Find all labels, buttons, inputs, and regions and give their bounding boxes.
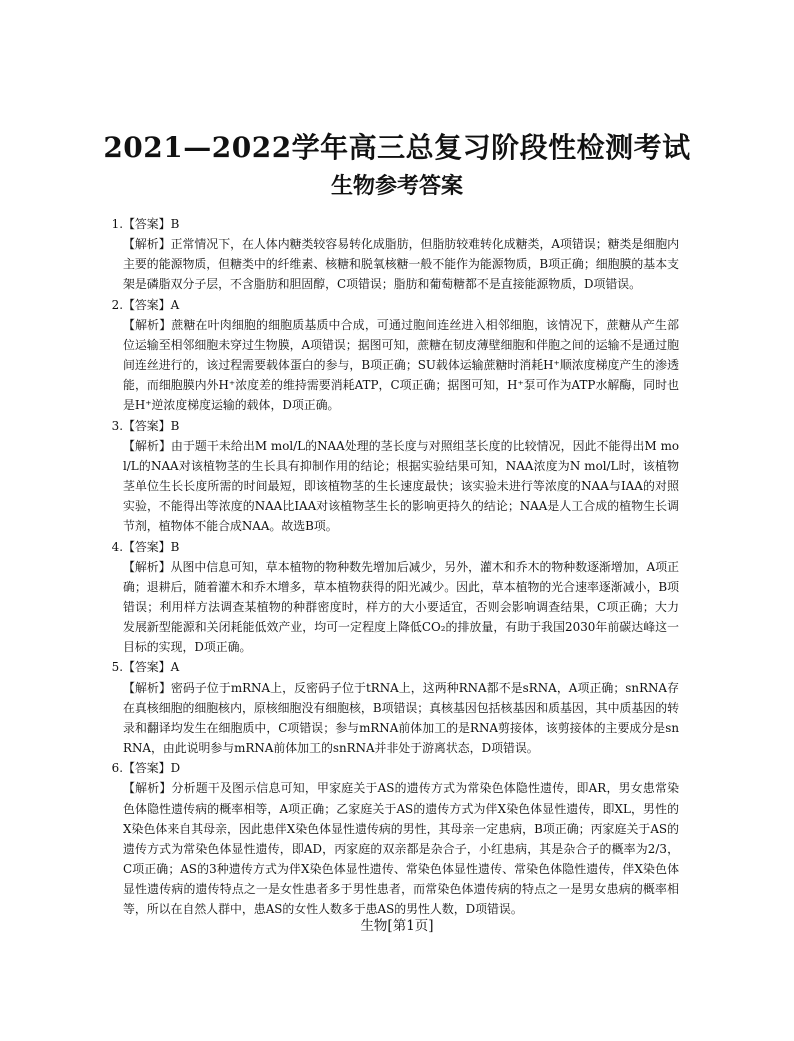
explanation-2: 【解析】蔗糖在叶肉细胞的细胞质基质中合成，可通过胞间连丝进入相邻细胞，该情况下，蔗糖从产生部位运输至相邻细胞未穿过生物膜，A项错误；据图可知，蔗糖在韧皮薄壁细胞和伴胞之间的运输不是通过胞间连丝进行的，该过程需要载体蛋白的参与，B项正确；SU载体运输蔗糖时消耗H⁺顺浓度梯度产生的渗透能，而细胞膜内外H⁺浓度差的维持需要消耗ATP，C项正确；据图可知，H⁺泵可作为ATP水解酶，同时也是H⁺逆浓度梯度运输的载体，D项正确。 (123, 317, 679, 413)
question-number-5: 5. (111, 660, 123, 675)
answer-line-5 (111, 657, 679, 677)
answer-label-4: 【答案】B (123, 539, 180, 554)
question-number-6: 6. (111, 761, 123, 776)
answer-list (111, 214, 679, 919)
question-item-5 (111, 657, 679, 758)
answer-line-1 (111, 214, 679, 234)
explanation-4: 【解析】从图中信息可知，草本植物的物种数先增加后减少，另外，灌木和乔木的物种数逐渐增加，A项正确；退耕后，随着灌木和乔木增多，草本植物获得的阳光减少。因此，草本植物的光合速率逐渐减小，B项错误；利用样方法调查某植物的种群密度时，样方的大小要适宜，否则会影响调查结果，C项正确；大力发展新型能源和关闭耗能低效产业，均可一定程度上降低CO₂的排放量，有助于我国2030年前碳达峰这一目标的实现，D项正确。 (123, 559, 679, 655)
question-item-4 (111, 537, 679, 658)
answer-label-6: 【答案】D (123, 761, 181, 776)
answer-label-2: 【答案】A (123, 297, 180, 312)
question-number-1: 1. (111, 217, 123, 231)
explanation-6: 【解析】分析题干及图示信息可知，甲家庭关于AS的遗传方式为常染色体隐性遗传，即AR，男女患常染色体隐性遗传病的概率相等，A项正确；乙家庭关于AS的遗传方式为伴X染色体显性遗传，即XL，男性的X染色体来自其母亲，因此患伴X染色体显性遗传病的男性，其母亲一定患病，B项正确；丙家庭关于AS的遗传方式为常染色体显性遗传，即AD，丙家庭的双亲都是杂合子，小红患病，其是杂合子的概率为2/3，C项正确；AS的3种遗传方式为伴X染色体显性遗传、常染色体显性遗传、常染色体隐性遗传，伴X染色体显性遗传病的遗传特点之一是女性患者多于男性患者，而常染色体遗传病的特点之一是男女患病的概率相等，所以在自然人群中，患AS的女性人数多于患AS的男性人数，D项错误。 (123, 781, 679, 917)
answer-line-6 (111, 758, 679, 778)
page-footer: 生物[第1页] (360, 918, 434, 934)
answer-line-3 (111, 416, 679, 436)
explanation-3: 【解析】由于题干未给出M mol/L的NAA处理的茎长度与对照组茎长度的比较情况，因此不能得出M mol/L的NAA对该植物茎的生长具有抑制作用的结论；根据实验结果可知，NAA浓度为N mol/L时，该植物茎单位生长长度所需的时间最短，即该植物茎的生长速度最快；该实验未进行等浓度的NAA与IAA的对照实验，不能得出等浓度的NAA比IAA对该植物茎生长的影响更持久的结论；NAA是人工合成的植物生长调节剂，植物体不能合成NAA。故选B项。 (123, 438, 679, 534)
answer-label-1: 【答案】B (123, 217, 180, 231)
question-number-4: 4. (111, 539, 123, 554)
answer-line-2 (111, 295, 679, 315)
question-item-6 (111, 758, 679, 919)
answer-label-5: 【答案】A (123, 660, 180, 675)
answer-line-4 (111, 537, 679, 557)
question-number-2: 2. (111, 297, 123, 312)
explanation-1: 【解析】正常情况下，在人体内糖类较容易转化成脂肪，但脂肪较难转化成糖类，A项错误；糖类是细胞内主要的能源物质，但糖类中的纤维素、核糖和脱氧核糖一般不能作为能源物质，B项正确；细胞膜的基本支架是磷脂双分子层，不含脂肪和胆固醇，C项错误；脂肪和葡萄糖都不是直接能源物质，D项错误。 (123, 237, 679, 292)
question-item-1 (111, 214, 679, 295)
question-number-3: 3. (111, 418, 123, 433)
question-item-2 (111, 295, 679, 416)
question-item-3 (111, 416, 679, 537)
document-title: 2021—2022学年高三总复习阶段性检测考试 (103, 131, 691, 164)
document-subtitle: 生物参考答案 (330, 173, 463, 199)
explanation-5: 【解析】密码子位于mRNA上，反密码子位于tRNA上，这两种RNA都不是sRNA，A项正确；snRNA存在真核细胞的细胞核内，原核细胞没有细胞核，B项错误；真核基因包括核基因和质基因，其中质基因的转录和翻译均发生在细胞质中，C项错误；参与mRNA前体加工的是RNA剪接体，该剪接体的主要成分是snRNA，由此说明参与mRNA前体加工的snRNA并非处于游离状态，D项错误。 (123, 680, 679, 756)
answer-label-3: 【答案】B (123, 418, 180, 433)
